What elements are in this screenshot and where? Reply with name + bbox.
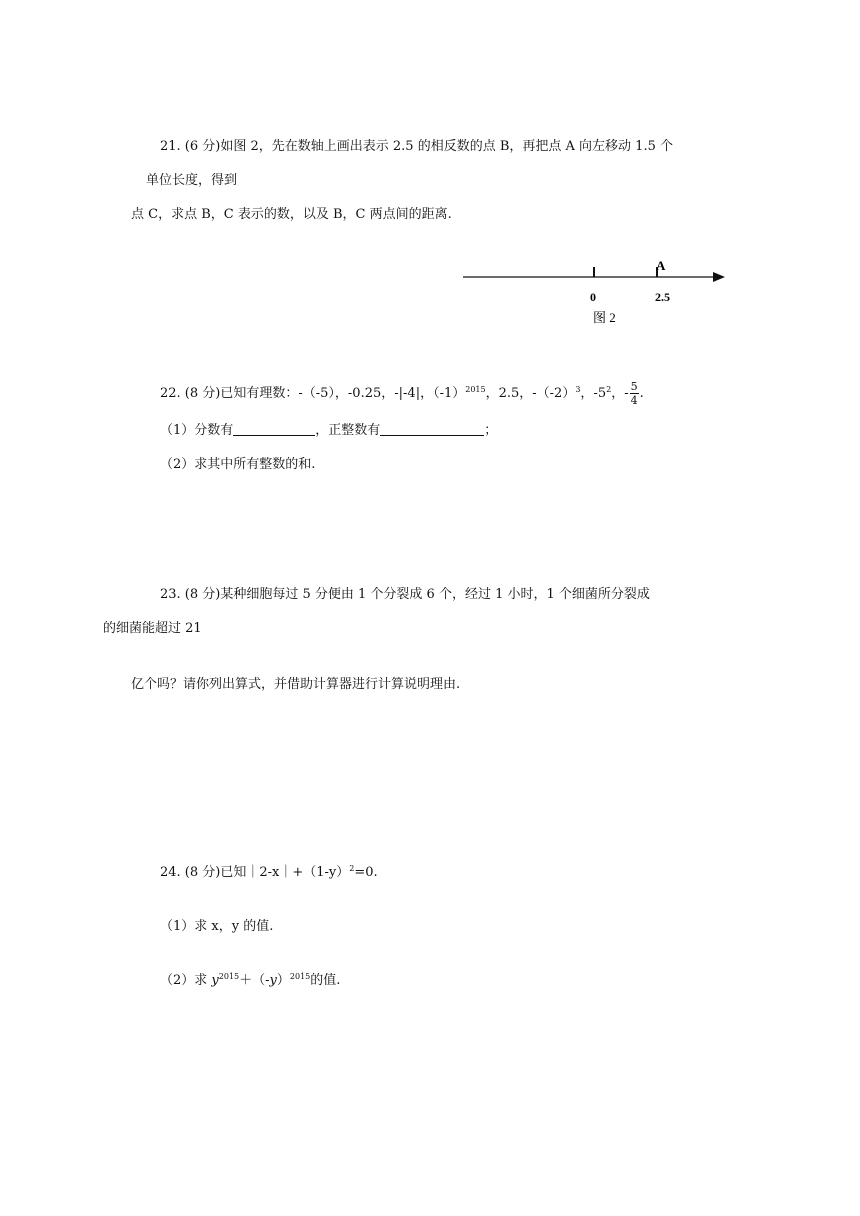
q24-exp: 2: [349, 864, 355, 873]
q22-exp-a: 2015: [465, 385, 486, 394]
positive-integer-answer-blank[interactable]: [380, 422, 484, 436]
q21-line1: 21. (6 分)如图 2，先在数轴上画出表示 2.5 的相反数的点 B，再把点 A 向左移动 1.5 个: [160, 139, 673, 154]
q21-line3: 点 C，求点 B，C 表示的数，以及 B，C 两点间的距离.: [131, 207, 452, 222]
q22-exp-c: 2: [606, 385, 612, 394]
q24-sub2: [160, 972, 340, 990]
point-a-label: A: [656, 258, 666, 273]
q22-items-a: -（-5），-0.25，-|-4|，（-1）: [298, 386, 466, 401]
q22-sub1-label-b: ，正整数有: [315, 423, 381, 438]
q24-sub2-negy: -y: [265, 973, 277, 988]
q22-sub2: （2）求其中所有整数的和.: [160, 457, 316, 472]
q23-line2: 的细菌能超过 21: [103, 621, 202, 636]
q24-sub2-exp1: 2015: [218, 972, 240, 981]
q24-sub2-c: ）: [276, 973, 290, 988]
q22-line1: [160, 380, 644, 407]
q22-items-b: ，2.5，-（-2）: [485, 386, 576, 401]
q23-line1: 23. (8 分)某种细胞每过 5 分便由 1 个分裂成 6 个，经过 1 小时，1 个细菌所分裂成: [160, 587, 650, 602]
fraction-answer-blank[interactable]: [233, 422, 315, 436]
number-line-arrow: [713, 272, 725, 282]
q24-sub1: （1）求 x，y 的值.: [160, 919, 274, 934]
q22-exp-b: 3: [575, 385, 581, 394]
q24-sub2-d: 的值.: [310, 973, 341, 988]
q24-line1: [160, 864, 378, 882]
q23-line3: 亿个吗？请你列出算式，并借助计算器进行计算说明理由.: [131, 677, 461, 692]
fraction-5-4: [630, 380, 639, 407]
q22-sub1-end: ；: [484, 423, 498, 438]
q22-sub1-label-a: （1）分数有: [160, 423, 234, 438]
q24-sub2-b: ＋（: [239, 973, 266, 988]
q22-items-c: ，-5: [580, 386, 607, 401]
q22-prefix: 22. (8 分)已知有理数：: [160, 386, 299, 401]
q24-line1-a: 24. (8 分)已知｜2-x｜+（1-y）: [160, 865, 350, 880]
fraction-numerator: 5: [630, 380, 638, 393]
q22-sub1: [160, 422, 497, 440]
q22-end: .: [639, 386, 644, 401]
fraction-denominator: 4: [630, 394, 638, 407]
q24-sub2-exp2: 2015: [289, 972, 311, 981]
number-line-figure: [455, 252, 755, 332]
figure-caption: 图 2: [593, 310, 616, 325]
q22-items-d: ，-: [611, 386, 629, 401]
tick-2-5-label: 2.5: [655, 290, 670, 304]
q24-sub2-a: （2）求: [160, 973, 212, 988]
q24-line1-b: =0.: [354, 865, 378, 880]
tick-0-label: 0: [590, 290, 596, 304]
q21-line2: 单位长度，得到: [146, 173, 238, 188]
q24-sub2-y: y: [211, 973, 219, 988]
